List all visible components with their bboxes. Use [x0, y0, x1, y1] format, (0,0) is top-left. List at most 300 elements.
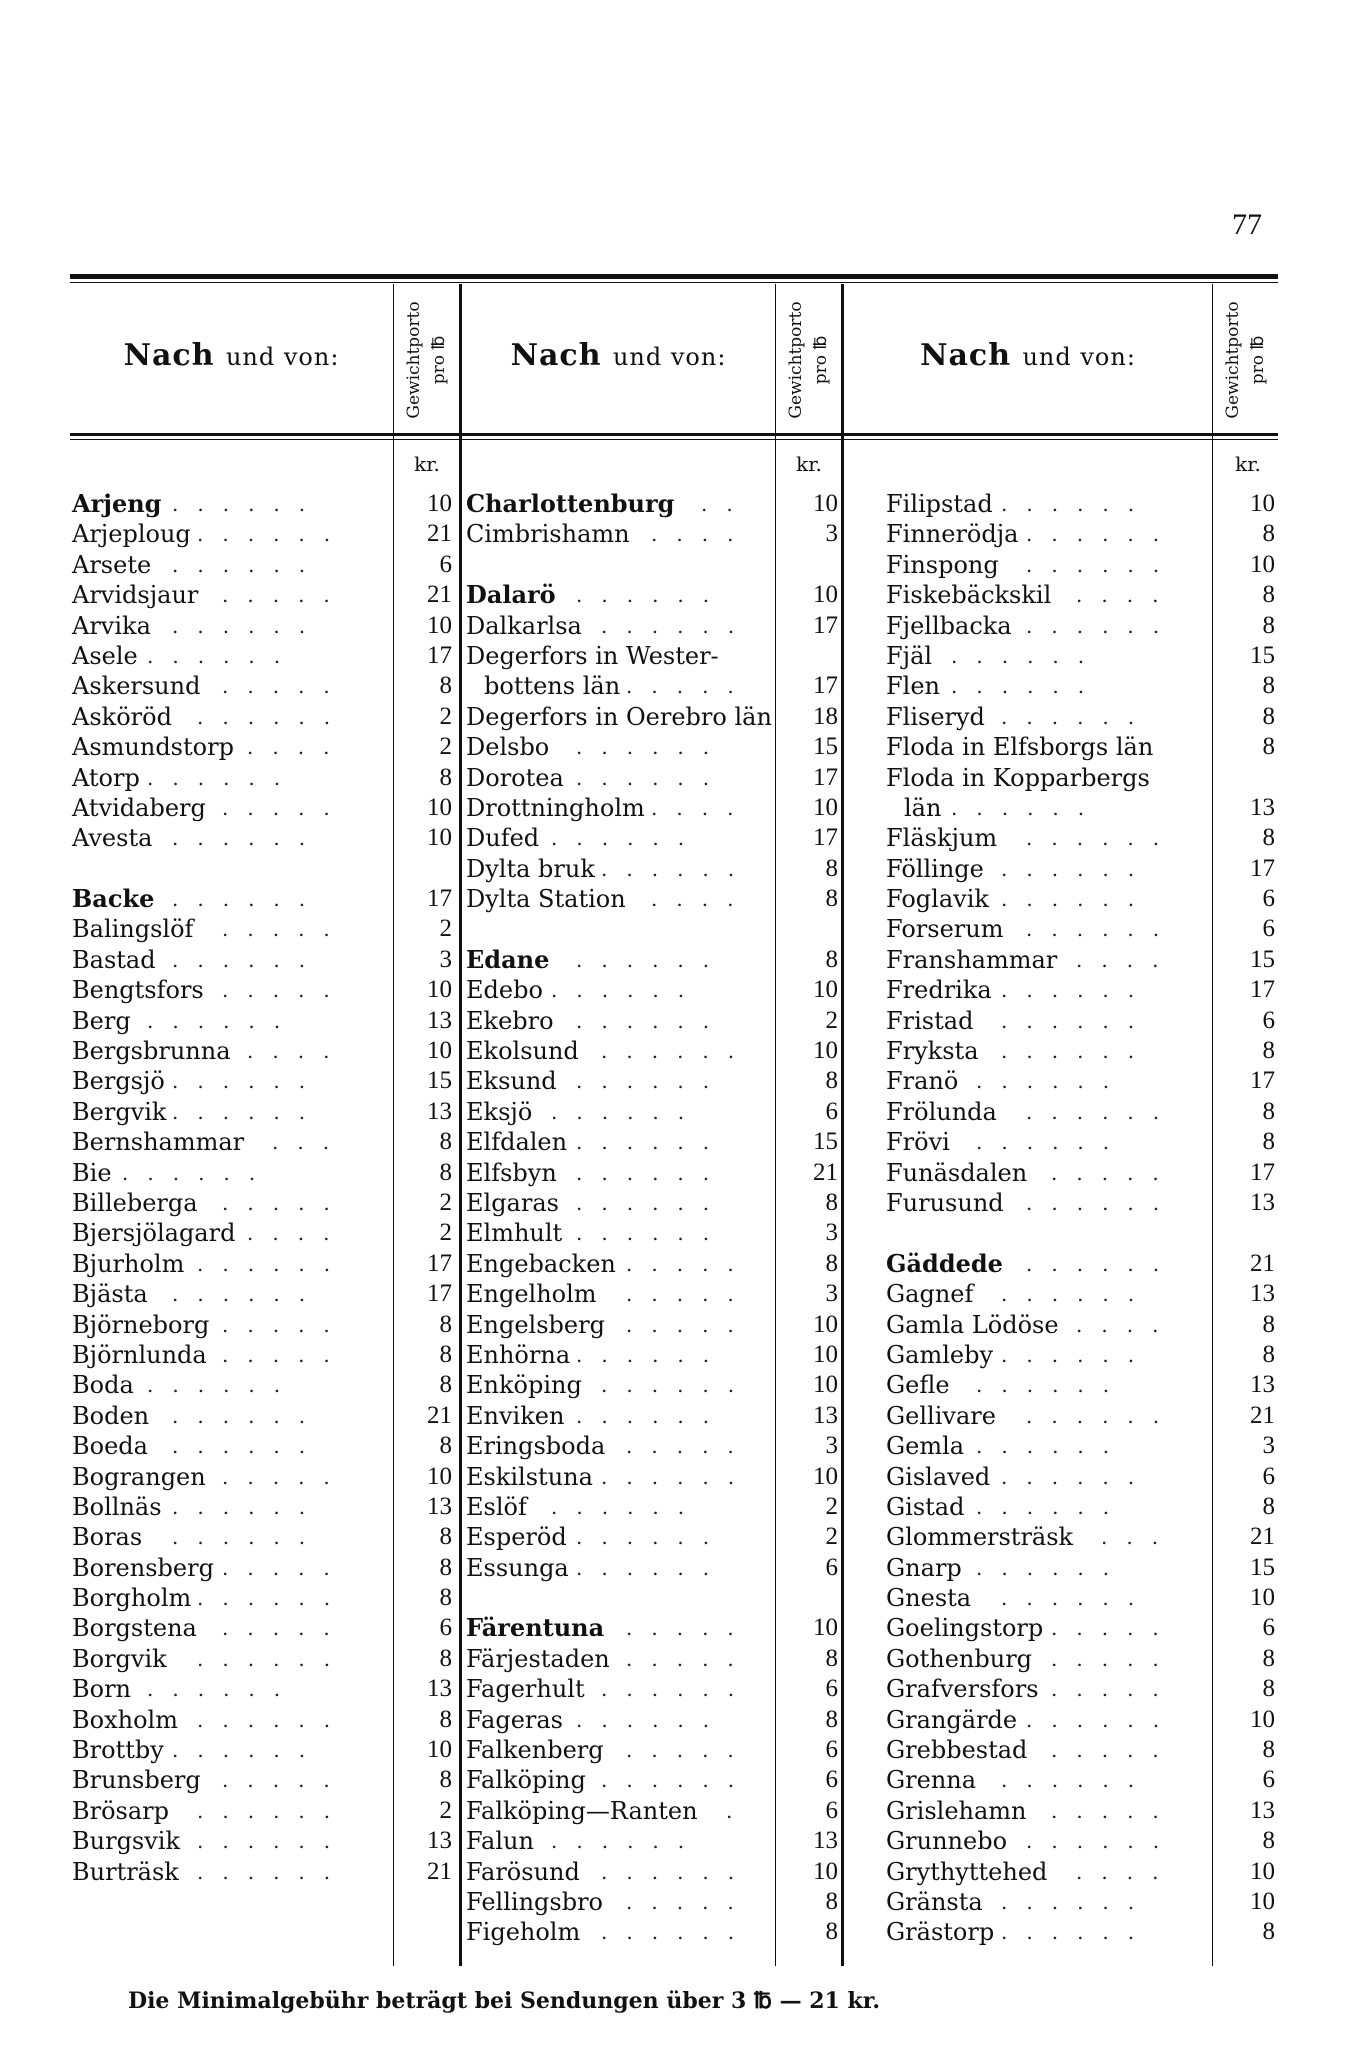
place-name: Grenna: [886, 1766, 977, 1795]
leader-dots: ......: [147, 643, 300, 668]
rate-value: 17: [1250, 1067, 1275, 1095]
place-name: län: [904, 793, 942, 822]
rate-header-line1: Gewichtporto: [1223, 301, 1243, 419]
leader-dots: ......: [951, 674, 1104, 699]
place-name: Gistad: [886, 1492, 965, 1521]
leader-dots: .....: [222, 674, 349, 699]
rate-value: 8: [439, 1584, 452, 1612]
leader-dots: ......: [1001, 704, 1154, 729]
place-name: Floda in Kopparbergs: [886, 763, 1150, 792]
rate-value: 13: [427, 1675, 452, 1703]
rate-header-line2: pro ℔: [429, 335, 449, 385]
place-name: Fläskjum: [886, 824, 998, 853]
place-name: Delsbo: [466, 733, 550, 762]
place-name: Björnlunda: [72, 1340, 207, 1369]
leader-dots: ......: [576, 1555, 729, 1580]
leader-dots: ......: [601, 1373, 754, 1398]
place-name: Grafversfors: [886, 1675, 1039, 1704]
leader-dots: .: [726, 1798, 752, 1823]
place-name: Björneborg: [72, 1310, 210, 1339]
separator-col2-thick: [841, 284, 844, 1966]
rate-value: 8: [439, 1158, 452, 1186]
place-name: Burträsk: [72, 1857, 179, 1886]
place-name: Ekolsund: [466, 1037, 579, 1066]
leader-dots: ......: [1026, 1251, 1179, 1276]
place-name: Ekebro: [466, 1006, 554, 1035]
place-name: Färentuna: [466, 1613, 605, 1643]
leader-dots: ......: [576, 1069, 729, 1094]
column-header-3: [844, 338, 1212, 373]
header-rule-thin: [70, 439, 1278, 440]
leader-dots: ....: [1076, 947, 1178, 972]
leader-dots: ....: [651, 887, 753, 912]
leader-dots: .....: [222, 583, 349, 608]
rate-value: 6: [825, 1097, 838, 1125]
rate-header-2: [777, 290, 839, 430]
place-name: Gäddede: [886, 1248, 1003, 1278]
place-name: Brösarp: [72, 1796, 170, 1825]
leader-dots: ......: [1001, 1768, 1154, 1793]
rate-value: 10: [1250, 490, 1275, 517]
rate-value: 15: [427, 1067, 452, 1095]
rate-value: 6: [825, 1675, 838, 1703]
leader-dots: ......: [576, 947, 729, 972]
rate-value: 8: [439, 1523, 452, 1551]
place-name: Fjäl: [886, 641, 933, 670]
place-name: Elfsbyn: [466, 1158, 557, 1187]
place-name: Gagnef: [886, 1280, 974, 1309]
rate-value: 3: [825, 1219, 838, 1247]
place-name: Falköping—Ranten: [466, 1796, 698, 1825]
place-name: Born: [72, 1675, 132, 1704]
separator-col1-thick: [459, 284, 462, 1966]
leader-dots: .....: [626, 1738, 753, 1763]
place-name: Arjeng: [72, 489, 162, 518]
leader-dots: .....: [222, 1342, 349, 1367]
rate-value: 8: [1262, 1736, 1275, 1764]
place-name: Grythyttehed: [886, 1857, 1048, 1886]
rate-value: 8: [1262, 733, 1275, 761]
rate-value: 8: [825, 885, 838, 913]
rate-value: 8: [825, 1188, 838, 1216]
rate-value: 13: [1250, 1280, 1275, 1308]
place-name: Fagerhult: [466, 1675, 585, 1704]
leader-dots: .....: [222, 1555, 349, 1580]
rate-value: 13: [427, 1097, 452, 1125]
place-name: Essunga: [466, 1553, 569, 1582]
place-name: Backe: [72, 884, 155, 914]
rate-value: 15: [813, 1128, 838, 1156]
place-name: Grangärde: [886, 1705, 1018, 1734]
rate-value: 21: [1250, 1249, 1275, 1277]
rate-value: 2: [439, 1188, 452, 1216]
place-name: Bastad: [72, 945, 156, 974]
rate-value: 21: [1250, 1523, 1275, 1551]
leader-dots: .....: [626, 1434, 753, 1459]
place-name: Eslöf: [466, 1492, 527, 1521]
leader-dots: ......: [576, 1707, 729, 1732]
rate-value: 21: [427, 1401, 452, 1429]
rate-value: 8: [1262, 672, 1275, 700]
rate-value: 6: [825, 1736, 838, 1764]
rate-value: 10: [1250, 1705, 1275, 1733]
place-name: Foglavik: [886, 885, 989, 914]
leader-dots: ......: [172, 1525, 325, 1550]
leader-dots: ...: [1101, 1525, 1178, 1550]
unit-label-1: kr.: [414, 452, 440, 476]
leader-dots: .....: [222, 1312, 349, 1337]
rate-value: 8: [439, 1371, 452, 1399]
leader-dots: ......: [197, 1829, 350, 1854]
leader-dots: ....: [651, 522, 753, 547]
leader-dots: ......: [976, 1069, 1129, 1094]
place-name: Filipstad: [886, 490, 993, 518]
place-name: Eksjö: [466, 1097, 533, 1126]
leader-dots: ......: [576, 1221, 729, 1246]
leader-dots: ......: [197, 1586, 350, 1611]
rate-value: 3: [825, 1432, 838, 1460]
place-name: Elmhult: [466, 1219, 563, 1248]
rate-value: 10: [1250, 1857, 1275, 1885]
place-name: Funäsdalen: [886, 1158, 1028, 1187]
place-name: Figeholm: [466, 1918, 581, 1947]
rate-value: 3: [825, 1280, 838, 1308]
leader-dots: ......: [551, 1829, 704, 1854]
column-header-rest: und von:: [1022, 343, 1136, 371]
rate-value: 8: [1262, 1097, 1275, 1125]
rate-value: 2: [439, 733, 452, 761]
leader-dots: ......: [197, 1646, 350, 1671]
leader-dots: ......: [951, 795, 1104, 820]
header-rule: [70, 433, 1278, 436]
place-name: Atorp: [72, 763, 140, 792]
leader-dots: ......: [1001, 1008, 1154, 1033]
place-name: Dylta Station: [466, 885, 626, 914]
rate-header-line1: Gewichtporto: [404, 301, 424, 419]
rate-value: 8: [439, 1553, 452, 1581]
leader-dots: .....: [626, 1889, 753, 1914]
leader-dots: ......: [576, 583, 729, 608]
leader-dots: ......: [172, 947, 325, 972]
rate-header-3: [1214, 290, 1276, 430]
leader-dots: ......: [1026, 917, 1179, 942]
column-header-main: Nach: [510, 338, 602, 373]
place-name: Bergsjö: [72, 1067, 165, 1096]
place-name: Fristad: [886, 1006, 974, 1035]
rate-value: 21: [427, 520, 452, 548]
rate-value: 8: [1262, 1128, 1275, 1156]
place-name: Balingslöf: [72, 915, 194, 944]
place-name: Franshammar: [886, 945, 1058, 974]
rate-value: 13: [1250, 1188, 1275, 1216]
rate-value: 8: [1262, 1037, 1275, 1065]
leader-dots: .....: [626, 1646, 753, 1671]
place-name: Borensberg: [72, 1553, 214, 1582]
leader-dots: ......: [1001, 1282, 1154, 1307]
place-name: Boden: [72, 1401, 150, 1430]
rate-value: 13: [1250, 793, 1275, 821]
rate-value: 8: [439, 1766, 452, 1794]
leader-dots: ......: [1026, 1707, 1179, 1732]
leader-dots: .....: [626, 1616, 753, 1641]
rate-value: 8: [439, 1310, 452, 1338]
rate-value: 13: [1250, 1371, 1275, 1399]
rate-value: 6: [825, 1796, 838, 1824]
rate-value: 15: [1250, 641, 1275, 669]
leader-dots: ......: [1026, 826, 1179, 851]
place-name: Arvidsjaur: [72, 581, 199, 610]
place-name: Dalkarlsa: [466, 611, 582, 640]
rate-value: 8: [825, 1644, 838, 1672]
place-name: Fellingsbro: [466, 1887, 603, 1916]
leader-dots: ......: [576, 765, 729, 790]
place-name: Frövi: [886, 1128, 950, 1157]
place-name: Drottningholm: [466, 793, 645, 822]
place-name: Gemla: [886, 1432, 965, 1461]
place-name: Charlottenburg: [466, 489, 675, 518]
rate-value: 21: [427, 1857, 452, 1885]
rate-value: 13: [427, 1827, 452, 1855]
leader-dots: ......: [197, 1859, 350, 1884]
rate-value: 8: [1262, 824, 1275, 852]
leader-dots: ......: [172, 1434, 325, 1459]
leader-dots: ......: [172, 1069, 325, 1094]
rate-value: 10: [427, 1736, 452, 1764]
leader-dots: ......: [1001, 1342, 1154, 1367]
rate-value: 17: [1250, 976, 1275, 1004]
place-name: Engebacken: [466, 1249, 616, 1278]
rate-value: 8: [825, 1887, 838, 1915]
place-name: Elgaras: [466, 1188, 559, 1217]
rate-value: 8: [1262, 1644, 1275, 1672]
column-header-2: [462, 338, 775, 373]
rate-value: 17: [813, 611, 838, 639]
leader-dots: ....: [1076, 583, 1178, 608]
rate-value: 15: [1250, 1553, 1275, 1581]
rate-value: 10: [813, 490, 838, 517]
place-name: Fredrika: [886, 976, 992, 1005]
rate-value: 10: [813, 1857, 838, 1885]
rate-value: 8: [439, 672, 452, 700]
rate-value: 15: [813, 733, 838, 761]
place-name: Engelholm: [466, 1280, 597, 1309]
leader-dots: ......: [951, 643, 1104, 668]
place-name: Bengtsfors: [72, 976, 204, 1005]
leader-dots: ......: [601, 1677, 754, 1702]
leader-dots: .....: [626, 674, 753, 699]
page-number: 77: [1232, 208, 1262, 241]
place-name: Forserum: [886, 915, 1004, 944]
leader-dots: ......: [1001, 492, 1154, 516]
column-header-main: Nach: [123, 338, 215, 373]
leader-dots: ......: [551, 1099, 704, 1124]
leader-dots: .....: [626, 1312, 753, 1337]
place-name: Finnerödja: [886, 520, 1019, 549]
leader-dots: ......: [976, 1373, 1129, 1398]
rate-value: 2: [825, 1492, 838, 1520]
rate-value: 6: [825, 1553, 838, 1581]
leader-dots: ....: [247, 735, 349, 760]
place-name: Askersund: [72, 672, 201, 701]
rate-value: 8: [1262, 1675, 1275, 1703]
separator-col3-thin: [1212, 284, 1213, 1966]
place-name: Bergsbrunna: [72, 1037, 231, 1066]
rate-value: 10: [813, 1310, 838, 1338]
rate-value: 10: [427, 611, 452, 639]
place-name: Goelingstorp: [886, 1614, 1044, 1643]
rate-value: 2: [439, 1219, 452, 1247]
leader-dots: ....: [1076, 1859, 1178, 1884]
place-name: Brunsberg: [72, 1766, 201, 1795]
place-name: Grebbestad: [886, 1736, 1028, 1765]
footer-note: Die Minimalgebühr beträgt bei Sendungen über 3 ℔ — 21 kr.: [128, 1988, 880, 2014]
place-name: Avesta: [72, 824, 153, 853]
rate-value: 13: [1250, 1796, 1275, 1824]
place-name: Falkenberg: [466, 1736, 604, 1765]
place-name: Engelsberg: [466, 1310, 605, 1339]
rate-value: 2: [825, 1006, 838, 1034]
leader-dots: ......: [601, 1464, 754, 1489]
rate-value: 13: [427, 1492, 452, 1520]
rate-value: 10: [813, 1462, 838, 1490]
place-name: Enköping: [466, 1371, 582, 1400]
place-name: Dufed: [466, 824, 540, 853]
place-name: Franö: [886, 1067, 959, 1096]
leader-dots: ......: [576, 1403, 729, 1428]
leader-dots: .....: [222, 1190, 349, 1215]
rate-value: 8: [1262, 1918, 1275, 1946]
rate-value: 17: [813, 824, 838, 852]
rate-value: 17: [1250, 854, 1275, 882]
leader-dots: ......: [576, 1130, 729, 1155]
place-name: Boras: [72, 1523, 143, 1552]
leader-dots: .....: [1051, 1677, 1178, 1702]
place-name: Esperöd: [466, 1523, 567, 1552]
place-name: Bjersjölagard: [72, 1219, 236, 1248]
separator-col2-thin: [775, 284, 776, 1966]
place-name: Finspong: [886, 550, 999, 579]
place-name: Flen: [886, 672, 940, 701]
place-name: Gnesta: [886, 1584, 972, 1613]
rate-value: 10: [813, 1340, 838, 1368]
leader-dots: ......: [1026, 1099, 1179, 1124]
rate-value: 8: [439, 1340, 452, 1368]
unit-label-3: kr.: [1235, 452, 1261, 476]
leader-dots: .....: [1051, 1160, 1178, 1185]
leader-dots: ......: [1026, 1829, 1179, 1854]
place-name: Gellivare: [886, 1401, 996, 1430]
place-name: Fageras: [466, 1705, 563, 1734]
place-name: Frölunda: [886, 1097, 997, 1126]
rate-value: 13: [813, 1827, 838, 1855]
rate-value: 8: [825, 1067, 838, 1095]
rate-value: 18: [813, 702, 838, 730]
place-name: Borgstena: [72, 1614, 197, 1643]
column-header-rest: und von:: [612, 343, 727, 371]
leader-dots: ......: [1001, 1464, 1154, 1489]
leader-dots: ......: [601, 1039, 754, 1064]
leader-dots: .....: [222, 795, 349, 820]
place-name: Dorotea: [466, 763, 564, 792]
rate-value: 6: [1262, 915, 1275, 943]
place-name: Bjurholm: [72, 1249, 185, 1278]
leader-dots: ...: [272, 1130, 349, 1155]
rate-value: 3: [825, 520, 838, 548]
leader-dots: .....: [1051, 1616, 1178, 1641]
rate-value: 8: [1262, 611, 1275, 639]
rate-value: 8: [1262, 581, 1275, 609]
place-name: Eringsboda: [466, 1432, 606, 1461]
leader-dots: ......: [576, 1160, 729, 1185]
rate-value: 6: [439, 550, 452, 578]
leader-dots: ......: [601, 856, 754, 881]
place-name: Grunnebo: [886, 1827, 1008, 1856]
rate-value: 2: [439, 702, 452, 730]
rate-value: 21: [813, 1158, 838, 1186]
place-name: Gislaved: [886, 1462, 991, 1491]
rate-value: 17: [427, 885, 452, 913]
place-name: Floda in Elfsborgs län: [886, 733, 1154, 762]
place-name: Bergvik: [72, 1097, 167, 1126]
place-name: Fiskebäckskil: [886, 581, 1052, 610]
leader-dots: ..: [701, 492, 752, 516]
place-name: Gränsta: [886, 1887, 983, 1916]
leader-dots: ......: [1001, 1889, 1154, 1914]
place-name: Enviken: [466, 1401, 565, 1430]
leader-dots: ......: [172, 613, 325, 638]
rate-value: 10: [427, 824, 452, 852]
leader-dots: ......: [601, 1768, 754, 1793]
leader-dots: ......: [147, 1373, 300, 1398]
place-name: Gamla Lödöse: [886, 1310, 1059, 1339]
rate-value: 8: [825, 1918, 838, 1946]
leader-dots: ......: [576, 1525, 729, 1550]
place-name: bottens län: [484, 672, 621, 701]
leader-dots: ......: [1001, 887, 1154, 912]
leader-dots: ......: [147, 1677, 300, 1702]
leader-dots: ......: [1001, 1586, 1154, 1611]
place-name: Färjestaden: [466, 1644, 610, 1673]
place-name: Cimbrishamn: [466, 520, 630, 549]
place-name: Bollnäs: [72, 1492, 162, 1521]
rate-value: 8: [1262, 1340, 1275, 1368]
place-name: Burgsvik: [72, 1827, 181, 1856]
place-name: Eskilstuna: [466, 1462, 593, 1491]
place-name: Dylta bruk: [466, 854, 595, 883]
rate-value: 21: [1250, 1401, 1275, 1429]
leader-dots: ......: [576, 1342, 729, 1367]
rate-header-line1: Gewichtporto: [786, 301, 806, 419]
rate-value: 10: [813, 793, 838, 821]
place-name: Farösund: [466, 1857, 580, 1886]
place-name: Boda: [72, 1371, 134, 1400]
rate-value: 17: [1250, 1158, 1275, 1186]
rate-value: 3: [439, 945, 452, 973]
rate-value: 8: [439, 1705, 452, 1733]
rate-header-line2: pro ℔: [1248, 335, 1268, 385]
leader-dots: ......: [197, 1798, 350, 1823]
leader-dots: ......: [197, 704, 350, 729]
leader-dots: ......: [601, 1859, 754, 1884]
leader-dots: ......: [172, 1099, 325, 1124]
leader-dots: ......: [197, 1707, 350, 1732]
leader-dots: .....: [222, 1464, 349, 1489]
leader-dots: .....: [222, 1616, 349, 1641]
rate-value: 2: [825, 1523, 838, 1551]
rate-value: 8: [825, 945, 838, 973]
rate-value: 21: [427, 581, 452, 609]
leader-dots: .....: [222, 978, 349, 1003]
